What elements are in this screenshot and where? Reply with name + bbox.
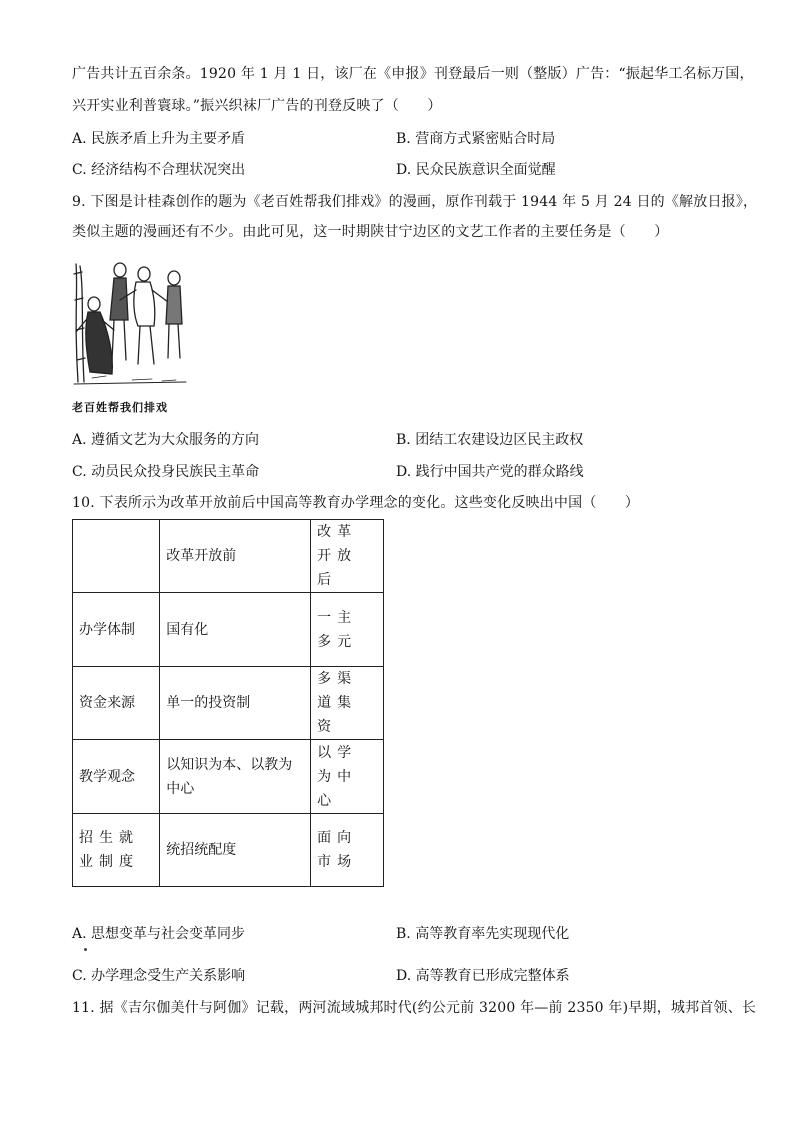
table-row — [73, 740, 384, 814]
table-header-cell: 改革开放后 — [311, 520, 384, 593]
table-cell: 以学为中心 — [311, 740, 384, 814]
table-row — [73, 667, 384, 740]
q10-option-d[interactable]: D. 高等教育已形成完整体系 — [396, 968, 570, 984]
q10-option-b[interactable]: B. 高等教育率先实现现代化 — [396, 926, 570, 942]
table-cell: 单一的投资制 — [160, 667, 311, 740]
q9-text-line-1: 9. 下图是计桂森创作的题为《老百姓帮我们排戏》的漫画，原作刊载于 1944 年 5 月 24 日的《解放日报》， — [72, 194, 758, 210]
table-cell: 面向市场 — [311, 814, 384, 887]
q10-option-a[interactable]: A. 思想变革与社会变革同步 — [72, 926, 246, 942]
table-cell: 招生就业制度 — [73, 814, 160, 887]
q9-text-line-2: 类似主题的漫画还有不少。由此可见，这一时期陕甘宁边区的文艺工作者的主要任务是（ ） — [72, 224, 669, 240]
table-cell: 资金来源 — [73, 667, 160, 740]
stray-dot — [84, 948, 87, 951]
q10-option-c[interactable]: C. 办学理念受生产关系影响 — [72, 968, 246, 984]
table-cell: 一主多元 — [311, 593, 384, 667]
table-cell: 国有化 — [160, 593, 311, 667]
q9-option-b[interactable]: B. 团结工农建设边区民主政权 — [396, 432, 584, 448]
table-row — [73, 814, 384, 887]
table-header-cell: 改革开放前 — [160, 520, 311, 593]
table-header-cell — [73, 520, 160, 593]
q8-option-d[interactable]: D. 民众民族意识全面觉醒 — [396, 162, 556, 178]
q10-text-line-1: 10. 下表所示为改革开放前后中国高等教育办学理念的变化。这些变化反映出中国（ ） — [72, 495, 640, 511]
q8-option-b[interactable]: B. 营商方式紧密贴合时局 — [396, 131, 556, 147]
table-cell: 统招统配度 — [160, 814, 311, 887]
q8-text-line-1: 广告共计五百余条。1920 年 1 月 1 日，该厂在《申报》刊登最后一则（整版）广告：“振起华工名标万国， — [72, 66, 754, 82]
table-cell: 以知识为本、以教为中心 — [160, 740, 311, 814]
q9-option-d[interactable]: D. 践行中国共产党的群众路线 — [396, 464, 584, 480]
cartoon-caption: 老百姓帮我们排戏 — [72, 401, 168, 414]
education-comparison-table — [72, 519, 384, 887]
q8-text-line-2: 兴开实业利普寰球。”振兴织袜厂广告的刊登反映了（ ） — [72, 98, 442, 114]
table-cell: 教学观念 — [73, 740, 160, 814]
q9-option-c[interactable]: C. 动员民众投身民族民主革命 — [72, 464, 260, 480]
table-header-row — [73, 520, 384, 593]
q9-option-a[interactable]: A. 遵循文艺为大众服务的方向 — [72, 432, 260, 448]
table-cell: 多渠道集资 — [311, 667, 384, 740]
table-row — [73, 593, 384, 667]
q8-option-c[interactable]: C. 经济结构不合理状况突出 — [72, 162, 246, 178]
q11-text-line-1: 11. 据《吉尔伽美什与阿伽》记载，两河流域城邦时代(约公元前 3200 年—前 2350 年)早期，城邦首领、长 — [72, 1000, 757, 1016]
cartoon-illustration — [72, 260, 188, 388]
q8-option-a[interactable]: A. 民族矛盾上升为主要矛盾 — [72, 131, 246, 147]
table-cell: 办学体制 — [73, 593, 160, 667]
